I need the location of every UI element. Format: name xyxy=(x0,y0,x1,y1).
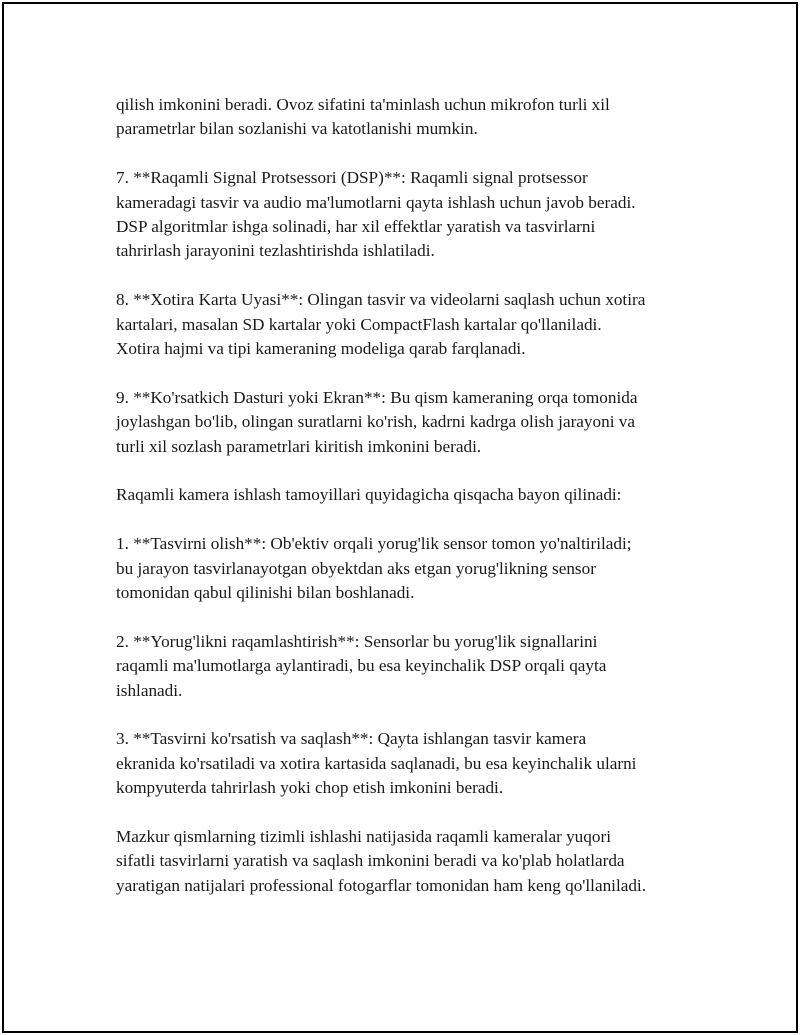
text-line: joylashgan bo'lib, olingan suratlarni ko'rish, kadrni kadrga olish jarayoni va xyxy=(116,412,636,432)
text-line: DSP algoritmlar ishga solinadi, har xil effektlar yaratish va tasvirlarni xyxy=(116,217,596,237)
text-line: ishlanadi. xyxy=(116,680,183,700)
text-line: 2. **Yorug'likni raqamlashtirish**: Sensorlar bu yorug'lik signallarini xyxy=(116,631,598,651)
text-line: tahrirlash jarayonini tezlashtirishda ishlatiladi. xyxy=(116,241,435,261)
paragraph-item-7-dsp xyxy=(116,166,716,264)
text-line: kameradagi tasvir va audio ma'lumotlarni qayta ishlash uchun javob beradi. xyxy=(116,192,636,212)
text-line: bu jarayon tasvirlanayotgan obyektdan aks etgan yorug'likning sensor xyxy=(116,558,596,578)
document-body xyxy=(116,93,716,923)
text-line: 8. **Xotira Karta Uyasi**: Olingan tasvir va videolarni saqlash uchun xotira xyxy=(116,290,646,310)
text-line: Xotira hajmi va tipi kameraning modeliga qarab farqlanadi. xyxy=(116,339,526,359)
text-line: 9. **Ko'rsatkich Dasturi yoki Ekran**: Bu qism kameraning orqa tomonida xyxy=(116,387,638,407)
text-line: Raqamli kamera ishlash tamoyillari quyidagicha qisqacha bayon qilinadi: xyxy=(116,485,622,505)
text-line: Mazkur qismlarning tizimli ishlashi natijasida raqamli kameralar yuqori xyxy=(116,827,611,847)
text-line: raqamli ma'lumotlarga aylantiradi, bu esa keyinchalik DSP orqali qayta xyxy=(116,656,607,676)
paragraph-principle-1 xyxy=(116,532,716,605)
paragraph-principles-intro xyxy=(116,483,716,507)
text-line: yaratigan natijalari professional fotogarflar tomonidan ham keng qo'llaniladi. xyxy=(116,875,647,895)
text-line: sifatli tasvirlarni yaratish va saqlash imkonini beradi va ko'plab holatlarda xyxy=(116,851,625,871)
text-line: 3. **Tasvirni ko'rsatish va saqlash**: Qayta ishlangan tasvir kamera xyxy=(116,729,587,749)
paragraph-conclusion xyxy=(116,825,716,898)
text-line: ekranida ko'rsatiladi va xotira kartasida saqlanadi, bu esa keyinchalik ularni xyxy=(116,753,637,773)
text-line: kartalari, masalan SD kartalar yoki CompactFlash kartalar qo'llaniladi. xyxy=(116,314,602,334)
text-line: parametrlar bilan sozlanishi va katotlanishi mumkin. xyxy=(116,119,478,139)
text-line: 1. **Tasvirni olish**: Ob'ektiv orqali yorug'lik sensor tomon yo'naltiriladi; xyxy=(116,534,632,554)
paragraph-microphone-continuation xyxy=(116,93,716,142)
text-line: 7. **Raqamli Signal Protsessori (DSP)**: Raqamli signal protsessor xyxy=(116,168,588,188)
paragraph-item-8-memory-card xyxy=(116,288,716,361)
text-line: kompyuterda tahrirlash yoki chop etish imkonini beradi. xyxy=(116,778,504,798)
text-line: turli xil sozlash parametrlari kiritish imkonini beradi. xyxy=(116,436,482,456)
text-line: qilish imkonini beradi. Ovoz sifatini ta'minlash uchun mikrofon turli xil xyxy=(116,95,610,114)
paragraph-principle-3 xyxy=(116,727,716,800)
paragraph-principle-2 xyxy=(116,630,716,703)
text-line: tomonidan qabul qilinishi bilan boshlanadi. xyxy=(116,583,415,603)
paragraph-item-9-display xyxy=(116,386,716,459)
